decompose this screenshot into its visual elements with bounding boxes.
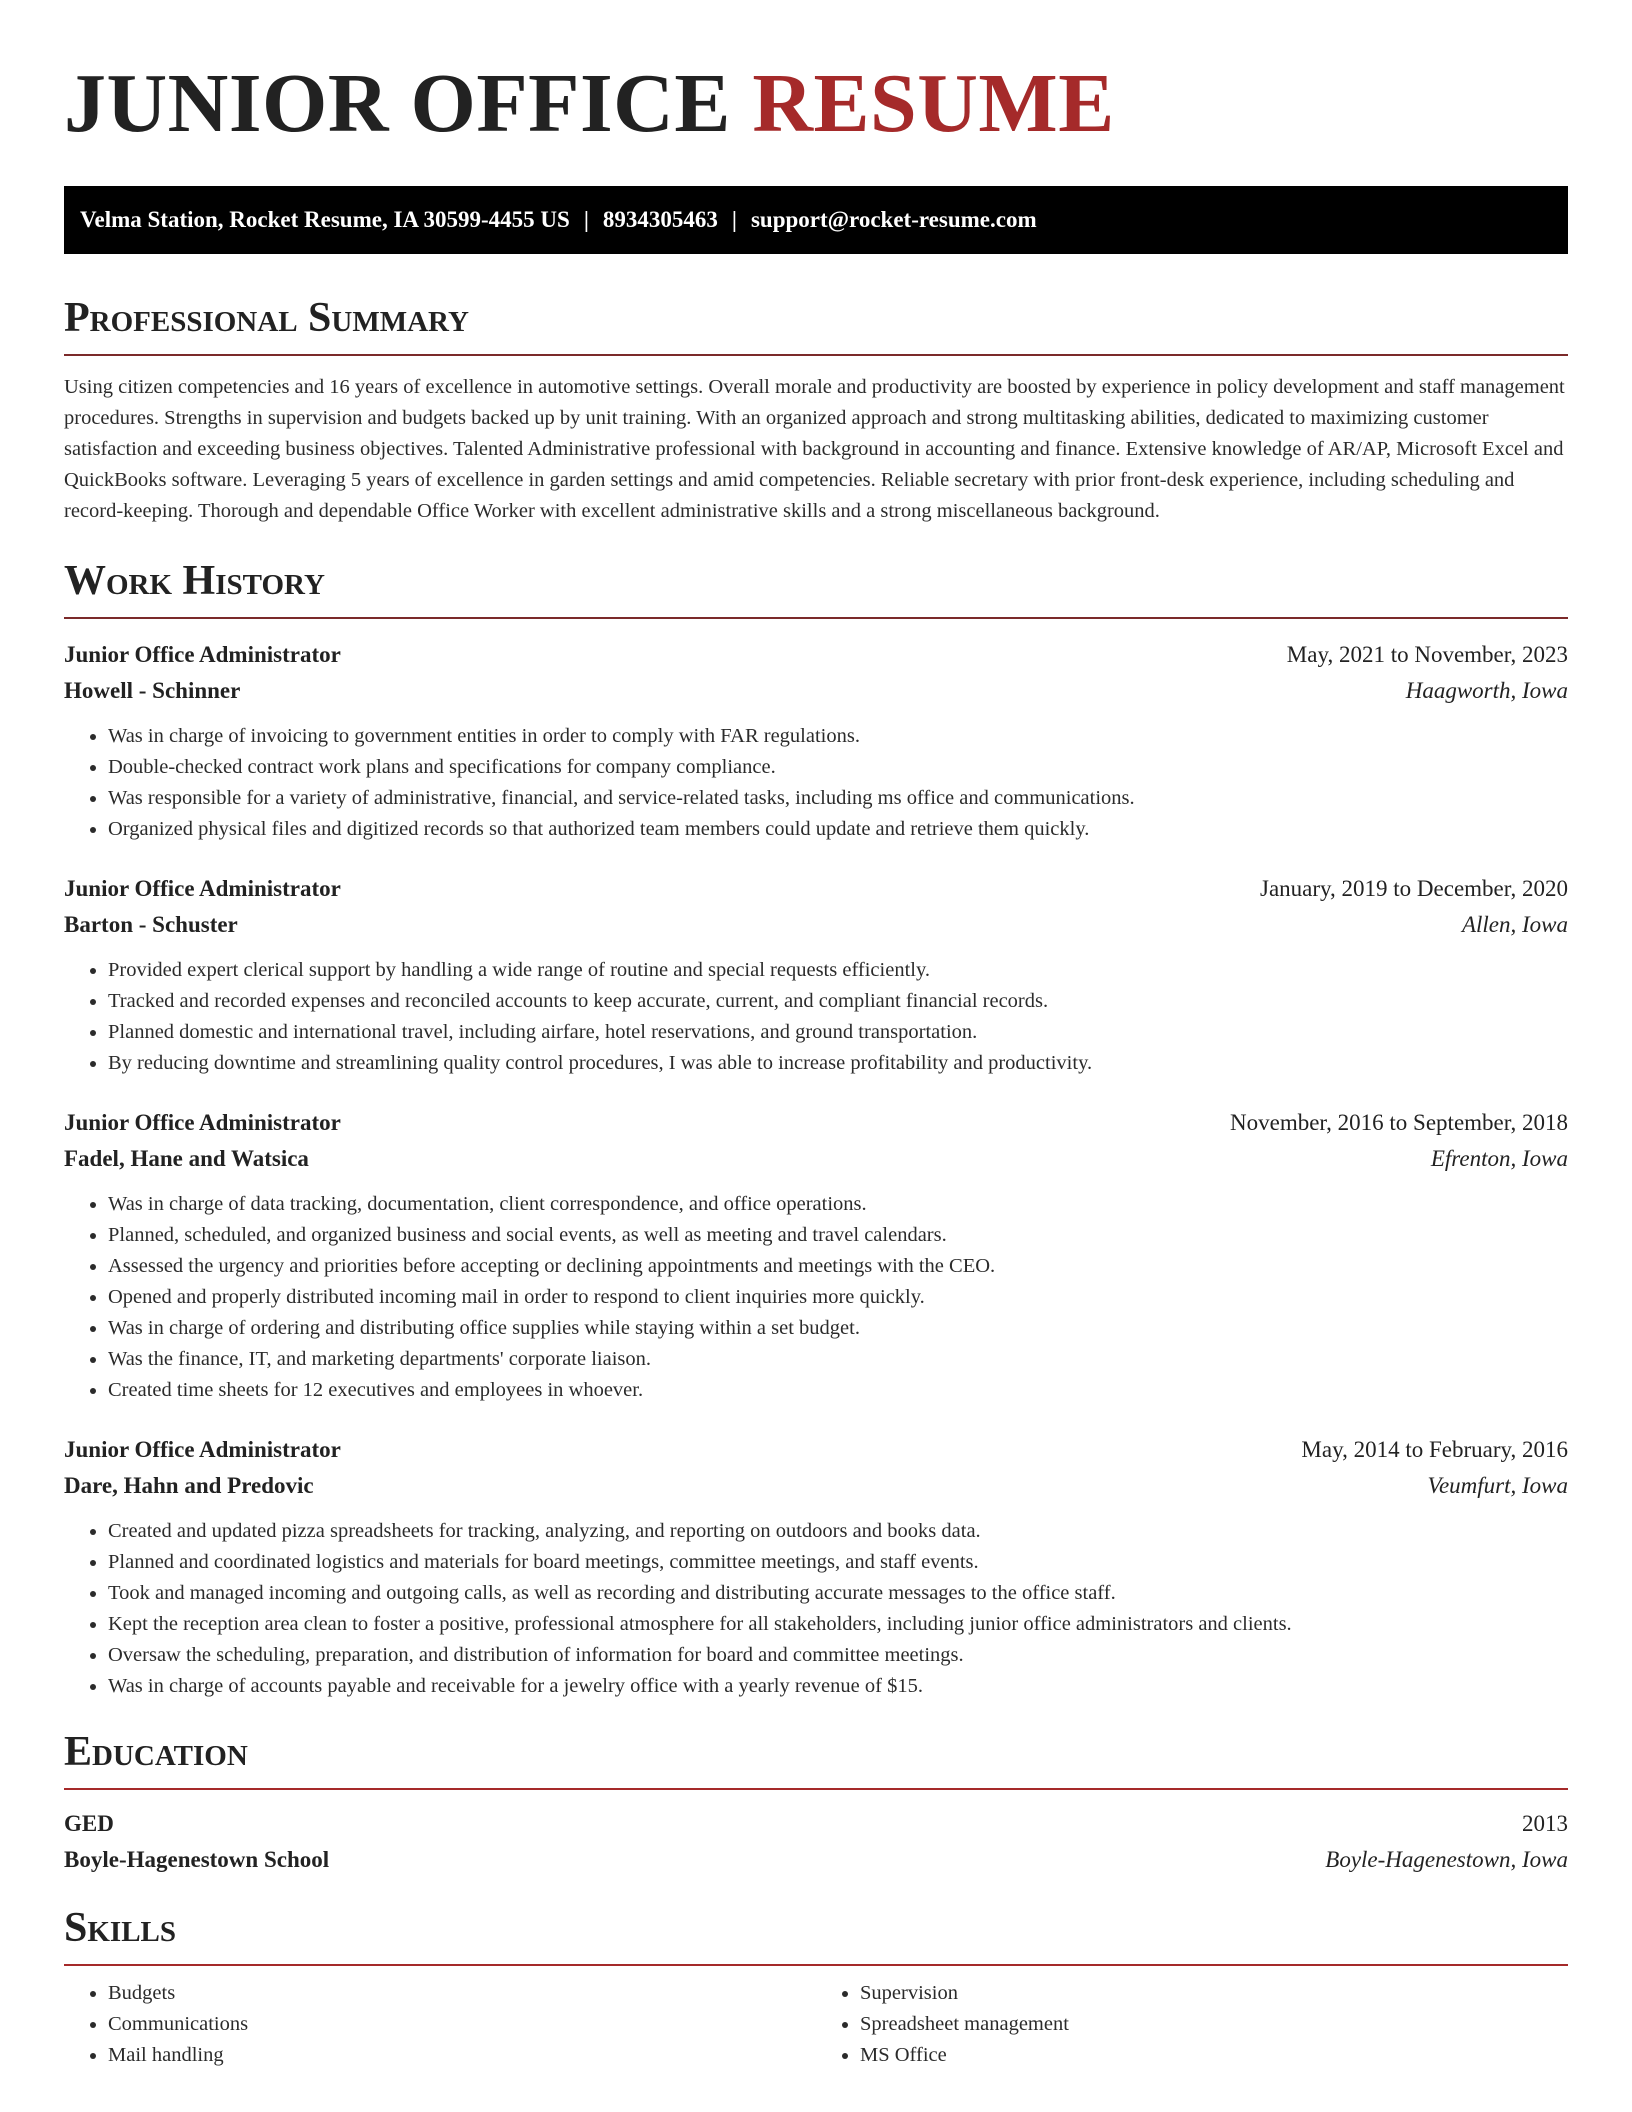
job-company: Fadel, Hane and Watsica	[64, 1146, 309, 1171]
job-company: Howell - Schinner	[64, 678, 241, 703]
job-location: Efrenton, Iowa	[1430, 1146, 1568, 1171]
job-bullet: • Planned, scheduled, and organized business and social events, as well as meeting and travel calendars.	[108, 1220, 1568, 1251]
job-dates: November, 2016 to September, 2018	[1230, 1110, 1568, 1135]
contact-separator: |	[731, 207, 737, 232]
job-bullet: • Was the finance, IT, and marketing departments' corporate liaison.	[108, 1344, 1568, 1375]
skills-grid	[64, 1978, 1568, 2071]
skills-column-left	[64, 1978, 816, 2071]
job-entry	[64, 637, 1568, 845]
job-bullet: • Provided expert clerical support by handling a wide range of routine and special requests efficiently.	[108, 955, 1568, 986]
job-entry	[64, 1432, 1568, 1702]
job-company: Barton - Schuster	[64, 912, 238, 937]
skill-item: • MS Office	[860, 2040, 1568, 2071]
education-section	[64, 1728, 1568, 1878]
job-dates: May, 2014 to February, 2016	[1301, 1437, 1568, 1462]
job-company-row	[64, 673, 1568, 709]
job-bullet: • Oversaw the scheduling, preparation, and distribution of information for board and committee meetings.	[108, 1640, 1568, 1671]
education-year: 2013	[1522, 1811, 1568, 1836]
resume-title	[64, 56, 1568, 152]
job-bullet: • Assessed the urgency and priorities before accepting or declining appointments and meetings with the CEO.	[108, 1251, 1568, 1282]
job-bullets	[64, 1516, 1568, 1702]
job-header-row	[64, 1432, 1568, 1468]
job-bullet: • Was responsible for a variety of administrative, financial, and service-related tasks, including ms office and communications.	[108, 783, 1568, 814]
education-header-row	[64, 1806, 1568, 1842]
summary-heading: Professional Summary	[64, 294, 1568, 356]
job-title: Junior Office Administrator	[64, 1437, 341, 1462]
job-bullet: • Kept the reception area clean to foster a positive, professional atmosphere for all stakeholders, including junior office administrators and clients.	[108, 1609, 1568, 1640]
job-title: Junior Office Administrator	[64, 1110, 341, 1135]
job-bullet: • By reducing downtime and streamlining quality control procedures, I was able to increase profitability and productivity.	[108, 1048, 1568, 1079]
job-bullet: • Took and managed incoming and outgoing calls, as well as recording and distributing accurate messages to the office staff.	[108, 1578, 1568, 1609]
contact-phone[interactable]: 8934305463	[602, 207, 718, 232]
job-bullet: • Was in charge of ordering and distributing office supplies while staying within a set budget.	[108, 1313, 1568, 1344]
job-bullet: • Planned and coordinated logistics and materials for board meetings, committee meetings, and staff events.	[108, 1547, 1568, 1578]
job-bullet: • Planned domestic and international travel, including airfare, hotel reservations, and ground transportation.	[108, 1017, 1568, 1048]
education-entry	[64, 1806, 1568, 1878]
contact-email[interactable]: support@rocket-resume.com	[750, 207, 1037, 232]
education-school-row	[64, 1842, 1568, 1878]
summary-text: Using citizen competencies and 16 years of excellence in automotive settings. Overall morale and productivity are boosted by experience in policy development and staff management procedures. Strengths in supervision and budgets backed up by unit training. With an organized approach and strong multitasking abilities, dedicated to maximizing customer satisfaction and exceeding business objectives. Talented Administrative professional with background in accounting and finance. Extensive knowledge of AR/AP, Microsoft Excel and QuickBooks software. Leveraging 5 years of excellence in garden settings and amid competencies. Reliable secretary with prior front-desk experience, including scheduling and record-keeping. Thorough and dependable Office Worker with excellent administrative skills and a strong miscellaneous background.	[64, 376, 1565, 522]
skills-section	[64, 1904, 1568, 2071]
job-company-row	[64, 1468, 1568, 1504]
title-accent: RESUME	[752, 57, 1115, 150]
skills-column-right	[816, 1978, 1568, 2071]
job-dates: January, 2019 to December, 2020	[1260, 876, 1568, 901]
job-bullet: • Was in charge of accounts payable and receivable for a jewelry office with a yearly revenue of $15.	[108, 1671, 1568, 1702]
contact-bar	[64, 186, 1568, 254]
education-heading: Education	[64, 1728, 1568, 1790]
job-company-row	[64, 1141, 1568, 1177]
job-company: Dare, Hahn and Predovic	[64, 1473, 314, 1498]
skill-item: • Mail handling	[108, 2040, 816, 2071]
job-bullet: • Created time sheets for 12 executives and employees in whoever.	[108, 1375, 1568, 1406]
skill-item: • Budgets	[108, 1978, 816, 2009]
job-header-row	[64, 871, 1568, 907]
job-bullet: • Created and updated pizza spreadsheets for tracking, analyzing, and reporting on outdoors and books data.	[108, 1516, 1568, 1547]
job-bullet: • Was in charge of invoicing to government entities in order to comply with FAR regulations.	[108, 721, 1568, 752]
education-school: Boyle-Hagenestown School	[64, 1847, 330, 1872]
skill-item: • Spreadsheet management	[860, 2009, 1568, 2040]
job-company-row	[64, 907, 1568, 943]
skills-heading: Skills	[64, 1904, 1568, 1966]
job-bullet: • Opened and properly distributed incoming mail in order to respond to client inquiries more quickly.	[108, 1282, 1568, 1313]
education-location: Boyle-Hagenestown, Iowa	[1325, 1847, 1568, 1872]
job-bullets	[64, 721, 1568, 845]
summary-section	[64, 294, 1568, 527]
title-main: JUNIOR OFFICE	[64, 57, 731, 150]
work-history-heading: Work History	[64, 557, 1568, 619]
job-title: Junior Office Administrator	[64, 642, 341, 667]
job-bullet: • Was in charge of data tracking, documentation, client correspondence, and office operations.	[108, 1189, 1568, 1220]
job-header-row	[64, 637, 1568, 673]
job-bullet: • Tracked and recorded expenses and reconciled accounts to keep accurate, current, and compliant financial records.	[108, 986, 1568, 1017]
job-location: Veumfurt, Iowa	[1427, 1473, 1568, 1498]
job-title: Junior Office Administrator	[64, 876, 341, 901]
work-history-section	[64, 557, 1568, 1702]
job-bullet: • Double-checked contract work plans and specifications for company compliance.	[108, 752, 1568, 783]
job-dates: May, 2021 to November, 2023	[1286, 642, 1568, 667]
job-entry	[64, 1105, 1568, 1406]
contact-address: Velma Station, Rocket Resume, IA 30599-4455 US	[80, 207, 570, 232]
skill-item: • Supervision	[860, 1978, 1568, 2009]
job-header-row	[64, 1105, 1568, 1141]
job-bullet: • Organized physical files and digitized records so that authorized team members could update and retrieve them quickly.	[108, 814, 1568, 845]
job-location: Allen, Iowa	[1461, 912, 1568, 937]
job-entry	[64, 871, 1568, 1079]
job-location: Haagworth, Iowa	[1405, 678, 1568, 703]
education-degree: GED	[64, 1811, 114, 1836]
job-bullets	[64, 1189, 1568, 1406]
contact-separator: |	[583, 207, 589, 232]
skill-item: • Communications	[108, 2009, 816, 2040]
job-bullets	[64, 955, 1568, 1079]
